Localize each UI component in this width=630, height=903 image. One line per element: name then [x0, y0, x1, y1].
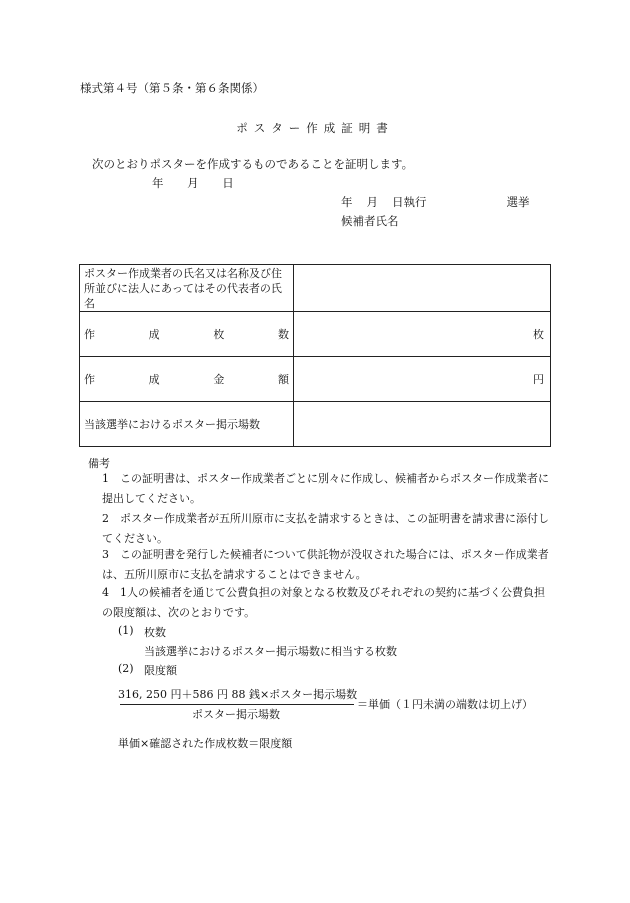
- note-number: 1: [102, 472, 109, 485]
- sub-item-number: (1): [118, 624, 134, 637]
- document-title: ポスター作成証明書: [236, 121, 394, 135]
- note-text: この証明書を発行した候補者について供託物が没収された場合には、ポスター作成業者は、五所川原市に支払を請求することはできません。: [102, 548, 549, 581]
- note-number: 3: [102, 548, 109, 561]
- note-text: ポスター作成業者が五所川原市に支払を請求するときは、この証明書を請求書に添付してください。: [102, 512, 549, 545]
- row-value-quantity-unit: 枚: [294, 312, 551, 357]
- sub-item-label: 限度額: [144, 664, 177, 677]
- formula-final: 単価×確認された作成枚数＝限度額: [118, 737, 293, 750]
- note-item: [88, 583, 553, 623]
- candidate-name-label: 候補者氏名: [341, 214, 399, 228]
- table-row: [80, 265, 551, 312]
- row-value-boards: [294, 402, 551, 447]
- formula-denominator: ポスター掲示場数: [192, 708, 280, 721]
- note-item: [88, 469, 553, 509]
- table-row: [80, 357, 551, 402]
- election-year: 年: [341, 195, 353, 209]
- table-row: [80, 402, 551, 447]
- row-label-quantity: 作 成 枚 数: [80, 312, 294, 357]
- notes-heading: 備考: [88, 457, 110, 470]
- row-value-amount-unit: 円: [294, 357, 551, 402]
- note-text: 1人の候補者を通じて公費負担の対象となる枚数及びそれぞれの契約に基づく公費負担の限度額は、次のとおりです。: [102, 586, 545, 619]
- row-label-boards: 当該選挙におけるポスター掲示場数: [80, 402, 294, 447]
- sub-item-text: 当該選挙におけるポスター掲示場数に相当する枚数: [144, 645, 397, 658]
- sub-item-label: 枚数: [144, 626, 166, 639]
- form-number: 様式第４号（第５条・第６条関係）: [80, 81, 264, 95]
- election-month: 月: [366, 195, 378, 209]
- note-number: 2: [102, 512, 109, 525]
- certification-date: 年 月 日: [152, 176, 234, 190]
- intro-text: 次のとおりポスターを作成するものであることを証明します。: [92, 157, 414, 171]
- row-label-amount: 作 成 金 額: [80, 357, 294, 402]
- fraction-bar: [120, 704, 354, 705]
- formula-numerator: 316, 250 円＋586 円 88 銭×ポスター掲示場数: [118, 688, 358, 701]
- note-number: 4: [102, 586, 109, 599]
- note-item: [88, 545, 553, 585]
- table-row: [80, 312, 551, 357]
- election-suffix: 選挙: [506, 195, 530, 209]
- sub-item-number: (2): [118, 662, 134, 675]
- note-text: この証明書は、ポスター作成業者ごとに別々に作成し、候補者からポスター作成業者に提出してください。: [102, 472, 549, 505]
- election-day: 日執行: [392, 195, 427, 209]
- row-label-contractor: ポスター作成業者の氏名又は名称及び住所並びに法人にあってはその代表者の氏名: [80, 265, 294, 312]
- formula-result: ＝単価（１円未満の端数は切上げ）: [357, 698, 533, 711]
- row-value-contractor: [294, 265, 551, 312]
- election-date-line: [341, 194, 530, 210]
- note-item: [88, 509, 553, 549]
- certificate-table: [79, 264, 551, 447]
